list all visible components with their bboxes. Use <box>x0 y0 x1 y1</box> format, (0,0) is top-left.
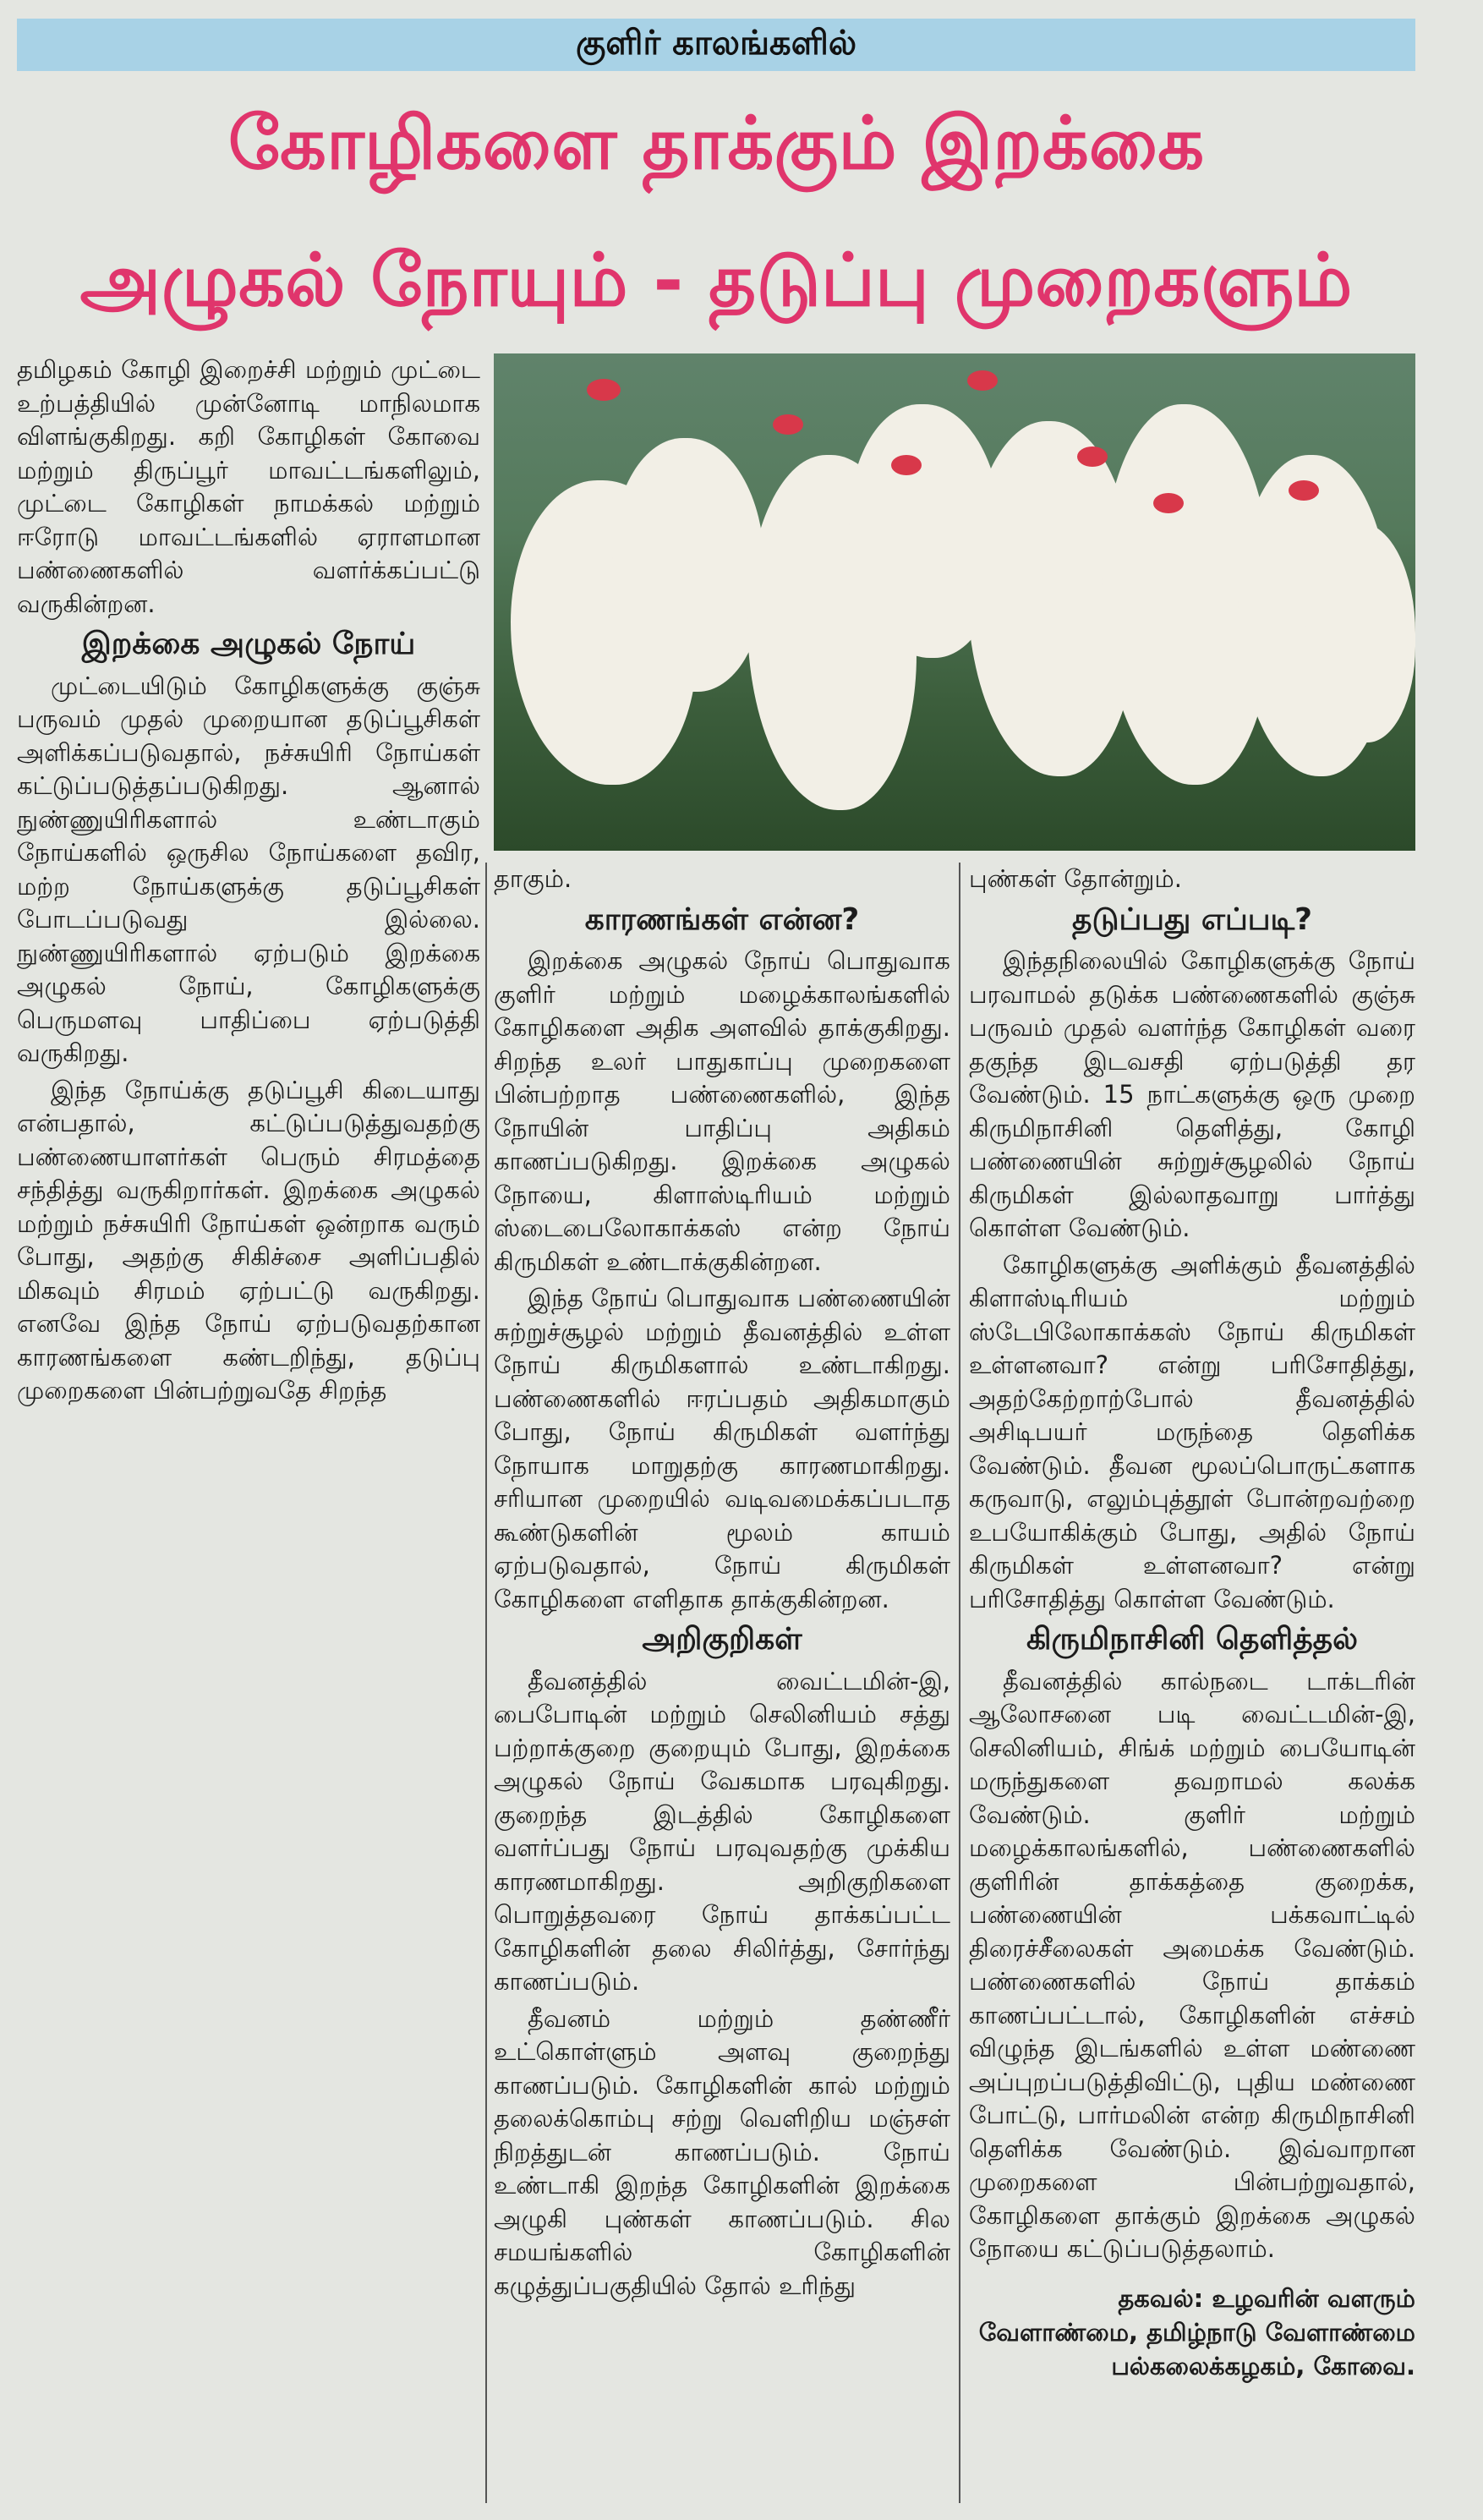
column-rule <box>485 863 487 2503</box>
paragraph: தீவனத்தில் கால்நடை டாக்டரின் ஆலோசனை படி வைட்டமின்-இ, செலினியம், சிங்க் மற்றும் பையோடின் மருந்துகளை தவறாமல் கலக்க வேண்டும். குளிர் மற்றும் மழைக்காலங்களில், பண்ணைகளில் குளிரின் தாக்கத்தை குறைக்க, பண்ணையின் பக்கவாட்டில் திரைச்சீலைகள் அமைக்க வேண்டும். பண்ணைகளில் நோய் தாக்கம் காணப்பட்டால், கோழிகளின் எச்சம் விழுந்த இடங்களில் உள்ள மண்ணை அப்புறப்படுத்திவிட்டு, புதிய மண்ணை போட்டு, பார்மலின் என்ற கிருமிநாசினி தெளிக்க வேண்டும். இவ்வாறான முறைகளை பின்பற்றுவதால், கோழிகளை தாக்கும் இறக்கை அழுகல் நோயை கட்டுப்படுத்தலாம். <box>969 1666 1415 2263</box>
chickens-photo <box>494 353 1415 851</box>
column-3 <box>969 863 1415 2383</box>
paragraph: இந்தநிலையில் கோழிகளுக்கு நோய் பரவாமல் தடுக்க பண்ணைகளில் குஞ்சு பருவம் முதல் வளர்ந்த கோழிகள் வரை தகுந்த இடவசதி ஏற்படுத்தி தர வேண்டும். 15 நாட்களுக்கு ஒரு முறை கிருமிநாசினி தெளித்து, கோழி பண்ணையின் சுற்றுச்சூழலில் நோய் கிருமிகள் இல்லாதவாறு பார்த்து கொள்ள வேண்டும். <box>969 946 1415 1242</box>
hen-comb <box>891 455 922 475</box>
paragraph: தீவனத்தில் வைட்டமின்-இ, பைபோடின் மற்றும் செலினியம் சத்து பற்றாக்குறை குறையும் போது, இறக்கை அழுகல் நோய் வேகமாக பரவுகிறது. குறைந்த இடத்தில் கோழிகளை வளர்ப்பது நோய் பரவுவதற்கு முக்கிய காரணமாகிறது. அறிகுறிகளை பொறுத்தவரை நோய் தாக்கப்பட்ட கோழிகளின் தலை சிலிர்த்து, சோர்ந்து காணப்படும். <box>494 1666 950 1996</box>
hen-comb <box>967 370 998 391</box>
section-banner-text: குளிர் காலங்களில் <box>575 23 857 63</box>
paragraph: தீவனம் மற்றும் தண்ணீர் உட்கொள்ளும் அளவு குறைந்து காணப்படும். கோழிகளின் கால் மற்றும் தலைக்கொம்பு சற்று வெளிறிய மஞ்சள் நிறத்துடன் காணப்படும். நோய் உண்டாகி இறந்த கோழிகளின் இறக்கை அழுகி புண்கள் காணப்படும். சில சமயங்களில் கோழிகளின் கழுத்துப்பகுதியில் தோல் உரிந்து <box>494 2003 950 2300</box>
paragraph: இந்த நோய் பொதுவாக பண்ணையின் சுற்றுச்சூழல் மற்றும் தீவனத்தில் உள்ள நோய் கிருமிகளால் உண்டாகிறது. பண்ணைகளில் ஈரப்பதம் அதிகமாகும் போது, நோய் கிருமிகள் வளர்ந்து நோயாக மாறுதற்கு காரணமாகிறது. சரியான முறையில் வடிவமைக்கப்படாத கூண்டுகளின் மூலம் காயம் ஏற்படுவதால், நோய் கிருமிகள் கோழிகளை எளிதாக தாக்குகின்றன. <box>494 1284 950 1613</box>
headline-line-2: அழுகல் நோயும் - தடுப்பு முறைகளும் <box>79 238 1353 323</box>
subheading-symptoms: அறிகுறிகள் <box>642 1622 802 1657</box>
paragraph: இறக்கை அழுகல் நோய் பொதுவாக குளிர் மற்றும் மழைக்காலங்களில் கோழிகளை அதிக அளவில் தாக்குகிறது. சிறந்த உலர் பாதுகாப்பு முறைகளை பின்பற்றாத பண்ணைகளில், இந்த நோயின் பாதிப்பு அதிகம் காணப்படுகிறது. இறக்கை அழுகல் நோயை, கிளாஸ்டிரியம் மற்றும் ஸ்டைபைலோகாக்கஸ் என்ற நோய் கிருமிகள் உண்டாக்குகின்றன. <box>494 946 950 1276</box>
hen-comb <box>1153 493 1184 513</box>
hen-comb <box>773 414 803 435</box>
source-credit: தகவல்: உழவரின் வளரும் வேளாண்மை, தமிழ்நாடு வேளாண்மை பல்கலைக்கழகம், கோவை. <box>978 2283 1415 2380</box>
subheading-wing-rot: இறக்கை அழுகல் நோய் <box>81 627 416 661</box>
subheading-disinfection: கிருமிநாசினி தெளித்தல் <box>1026 1622 1359 1657</box>
column-rule <box>959 863 960 2503</box>
subheading-causes: காரணங்கள் என்ன? <box>584 901 860 937</box>
continued-text: புண்கள் தோன்றும். <box>969 864 1182 893</box>
continued-text: தாகும். <box>494 864 572 893</box>
paragraph: கோழிகளுக்கு அளிக்கும் தீவனத்தில் கிளாஸ்டிரியம் மற்றும் ஸ்டேபிலோகாக்கஸ் நோய் கிருமிகள் உள்ளனவா? என்று பரிசோதித்து, அதற்கேற்றாற்போல் தீவனத்தில் அசிடிபயர் மருந்தை தெளிக்க வேண்டும். தீவன மூலப்பொருட்களாக கருவாடு, எலும்புத்தூள் போன்றவற்றை உபயோகிக்கும் போது, அதில் நோய் கிருமிகள் உள்ளனவா? என்று பரிசோதித்து கொள்ள வேண்டும். <box>969 1250 1415 1613</box>
hen-comb <box>1077 446 1108 467</box>
headline-line-1: கோழிகளை தாக்கும் இறக்கை <box>227 101 1205 186</box>
paragraph: இந்த நோய்க்கு தடுப்பூசி கிடையாது என்பதால், கட்டுப்படுத்துவதற்கு பண்ணையாளர்கள் பெரும் சிரமத்தை சந்தித்து வருகிறார்கள். இறக்கை அழுகல் மற்றும் நச்சுயிரி நோய்கள் ஒன்றாக வரும் போது, அதற்கு சிகிச்சை அளிப்பதில் மிகவும் சிரமம் ஏற்பட்டு வருகிறது. எனவே இந்த நோய் ஏற்படுவதற்கான காரணங்களை கண்டறிந்து, தடுப்பு முறைகளை பின்பற்றுவதே சிறந்த <box>17 1075 480 1405</box>
section-banner <box>17 19 1415 71</box>
hen-comb <box>587 379 621 401</box>
subheading-prevention: தடுப்பது எப்படி? <box>1071 901 1313 937</box>
intro-paragraph: தமிழகம் கோழி இறைச்சி மற்றும் முட்டை உற்பத்தியில் முன்னோடி மாநிலமாக விளங்குகிறது. கறி கோழிகள் கோவை மற்றும் திருப்பூர் மாவட்டங்களிலும், முட்டை கோழிகள் நாமக்கல் மற்றும் ஈரோடு மாவட்டங்களில் ஏராளமான பண்ணைகளில் வளர்க்கப்பட்டு வருகின்றன. <box>17 355 480 618</box>
column-2 <box>494 863 950 2306</box>
paragraph: முட்டையிடும் கோழிகளுக்கு குஞ்சு பருவம் முதல் முறையான தடுப்பூசிகள் அளிக்கப்படுவதால், நச்சுயிரி நோய்கள் கட்டுப்படுத்தப்படுகிறது. ஆனால் நுண்ணுயிரிகளால் உண்டாகும் நோய்களில் ஒருசில நோய்களை தவிர, மற்ற நோய்களுக்கு தடுப்பூசிகள் போடப்படுவது இல்லை. நுண்ணுயிரிகளால் ஏற்படும் இறக்கை அழுகல் நோய், கோழிகளுக்கு பெருமளவு பாதிப்பை ஏற்படுத்தி வருகிறது. <box>17 671 480 1067</box>
hen-comb <box>1289 480 1319 501</box>
column-1 <box>17 353 480 1411</box>
